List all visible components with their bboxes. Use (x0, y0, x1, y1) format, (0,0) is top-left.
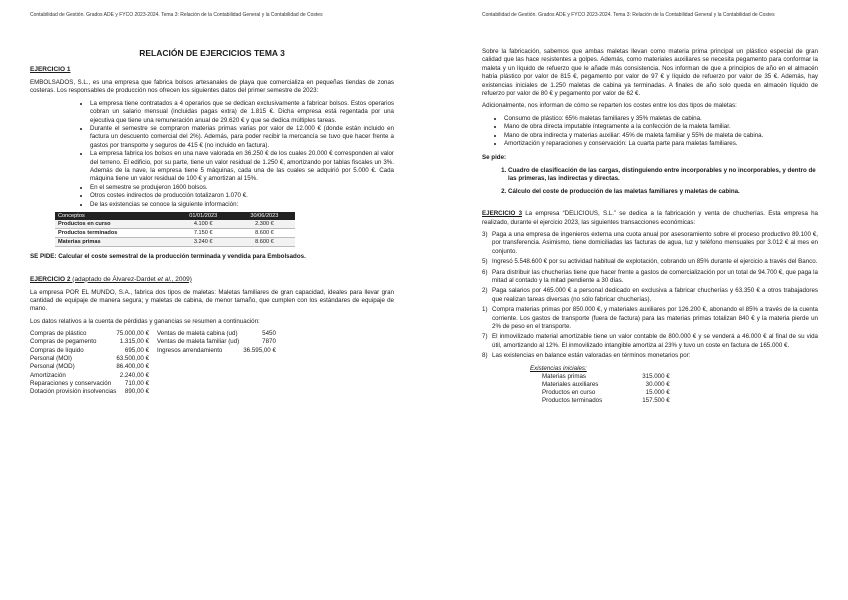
table-header: 30/06/2023 (234, 212, 295, 220)
table-cell: Productos en curso (542, 389, 596, 397)
table-cell: Compras de líquido (30, 346, 84, 354)
inventory-table (55, 212, 295, 247)
pnl-table (30, 330, 276, 396)
manufacturing-paragraph: Sobre la fabricación, sabemos que ambas maletas llevan como materia prima principal un plástico especial de gran calidad que las hace resistentes a golpes. Además, como materiales auxiliares se necesita pegamento para conformar la maleta y un líquido de refuerzo que le añade más consistencia. Nos informan de que a principios de año en el almacén había plástico por valor de 815 €, pegamento por valor de 97 € y líquido de refuerzo por valor de 35 €. Además, hay existencias iniciales de 1.250 maletas de cabina ya terminadas. A finales de año solo queda en almacén líquido de refuerzo por valor de 80 € y pegamento por valor de 62 €. (482, 48, 818, 98)
list-item (482, 306, 818, 331)
list-item: • La empresa fabrica los bolsos en una nave valorada en 36.250 € de los cuales 20.000 € corresponden al valor del terreno. El edificio, por su parte, tiene un valor residual de 1.250 €, amortizando por tablas fiscales un 3%. Además de la nave, la empresa tiene 5 máquinas, cada una de las cuales se adquirió por 5.000 €. Cada máquina tiene un valor residual de 100 € y amortizan al 15%. (90, 150, 394, 184)
table-cell: 7.150 € (173, 229, 234, 238)
se-pide-label: Se pide: (482, 154, 507, 162)
table-cell: Compras de pegamento (30, 338, 97, 346)
list-item (482, 258, 818, 266)
table-cell: 2.300 € (234, 220, 295, 229)
item-text: Ingresó 5.548.600 € por su actividad habitual de explotación, cobrando un 85% durante el ejercicio a través del Banco. (492, 258, 818, 266)
table-cell (155, 372, 239, 380)
table-cell (155, 355, 239, 363)
page-right (424, 0, 848, 600)
table-cell: 5450 (262, 330, 276, 338)
table-cell (239, 380, 276, 388)
table-cell: Ventas de maleta familiar (ud) (157, 338, 240, 346)
exercise-3-heading: EJERCICIO 3 (482, 210, 523, 218)
item-text: Para distribuir las chucherías tiene que hacer frente a gastos de comercialización por un total de 94.700 €, que paga la mitad al contado y la mitad pendiente a 30 días. (492, 268, 818, 284)
exercise-1-intro: EMBOLSADOS, S.L., es una empresa que fabrica bolsos artesanales de playa que comercializa en pequeñas tiendas de zonas costeras. Los responsables de producción nos ofrecen los siguientes datos del primer semestre de 2023: (30, 79, 394, 95)
table-cell: 695,00 € (124, 346, 150, 354)
exercise-1-question: SE PIDE: Calcular el coste semestral de la producción terminada y vendida para Embolsados. (30, 253, 306, 261)
table-row (55, 229, 295, 238)
item-number: 1) (482, 306, 488, 314)
exercise-3-list (482, 231, 818, 361)
item-text: Paga salarios por 465.000 € a personal dedicado en exclusiva a fabricar chucherías y 63.350 € a otros trabajadores que realizan tareas diversas (no sólo fabricar chucherías). (492, 287, 818, 303)
table-cell: Materiales auxiliares (542, 380, 599, 388)
exercise-2-source: (adaptado de Álvarez-Dardet (70, 275, 158, 283)
exercise-2-lead: Los datos relativos a la cuenta de pérdidas y ganancias se resumen a continuación: (30, 317, 260, 325)
table-row (55, 238, 295, 247)
table-cell: 63.500,00 € (116, 355, 150, 363)
list-item: 2. Cálculo del coste de producción de las maletas familiares y maletas de cabina. (508, 188, 818, 196)
list-item: • De las existencias se conoce la siguiente información: (90, 201, 394, 209)
page-header: Contabilidad de Gestión. Grados ADE y FYCO 2023-2024. Tema 3: Relación de la Contabilidad General y la Contabilidad de Costes (482, 12, 775, 18)
table-cell: 710,00 € (124, 379, 150, 387)
table-cell: 7870 (262, 338, 276, 346)
table-cell: 75.000,00 € (116, 330, 150, 338)
list-item (482, 352, 818, 360)
table-cell (239, 372, 276, 380)
distribution-paragraph: Adicionalmente, nos informan de cómo se reparten los costes entre los dos tipos de maletas: (482, 102, 737, 110)
list-item (482, 287, 818, 304)
item-number: 2) (482, 287, 488, 295)
table-header: 01/01/2023 (173, 212, 234, 220)
item-number: 6) (482, 268, 488, 276)
table-cell: Dotación provisión insolvencias (30, 388, 117, 396)
table-row (30, 355, 276, 363)
list-item: • Otros costes indirectos de producción totalizaron 1.070 €. (90, 192, 394, 200)
exercise-1-bullets (30, 100, 394, 209)
table-row (30, 347, 276, 355)
table-cell (239, 355, 276, 363)
table-cell: Materias primas (542, 372, 587, 380)
page-title: RELACIÓN DE EJERCICIOS TEMA 3 (139, 48, 285, 58)
item-number: 5) (482, 258, 488, 266)
item-number: 7) (482, 333, 488, 341)
table-cell: 2.240,00 € (119, 371, 150, 379)
table-cell: Amortización (30, 371, 66, 379)
table-cell: 1.315,00 € (119, 338, 150, 346)
table-cell (155, 363, 239, 371)
table-row (30, 388, 276, 396)
table-cell (239, 388, 276, 396)
item-text: Compra materias primas por 850.000 €, y materiales auxiliares por 126.200 €, abonando el 85% a través de la cuenta corriente. Los gastos de transporte (fuera de factura) para las materias primas totalizan 840 € y la materia pierde un 2% de peso en el transporte. (492, 306, 818, 330)
list-item: • La empresa tiene contratados a 4 operarios que se dedican exclusivamente a fabricar bolsos. Estos operarios cobran un salario mensual (incluidas pagas extra) de 1.815 €. Dicha empresa está regentada por una ejecutiva que tiene una remuneración anual de 29.620 € y que se dedica múltiples tareas. (90, 100, 394, 125)
table-header: Conceptos (55, 212, 173, 220)
list-item (482, 269, 818, 286)
table-row (55, 220, 295, 229)
table-cell: 15.000 € (645, 389, 670, 397)
table-row (30, 330, 276, 338)
table-cell (155, 380, 239, 388)
table-cell: Ventas de maleta cabina (ud) (157, 330, 238, 338)
exercise-3-text: La empresa “DELICIOUS, S.L.” se dedica a la fabricación y venta de chucherías. Esta empresa ha realizado, durante el ejercicio 2023, las siguientes transacciones económicas: (482, 210, 818, 226)
table-cell: Reparaciones y conservación (30, 379, 112, 387)
list-item: • En el semestre se produjeron 1600 bolsos. (90, 184, 394, 192)
table-cell (239, 363, 276, 371)
list-item (482, 231, 818, 256)
table-row (542, 397, 670, 405)
table-cell: 4.100 € (173, 220, 234, 229)
exercise-2-intro: La empresa POR EL MUNDO, S.A., fabrica dos tipos de maletas: Maletas familiares de gran capacidad, ideales para llevar gran cantidad de equipaje de manera segura; y maletas de cabina, de menor tamaño, que cumplen con los estándares de equipaje de mano. (30, 288, 394, 313)
exercise-2-source-italic: et al. (157, 275, 172, 283)
table-cell: Ingresos arrendamiento (157, 346, 223, 354)
table-cell: 8.600 € (234, 229, 295, 238)
item-text: Paga a una empresa de ingenieros externa una cuota anual por asesoramiento sobre el proceso productivo 89.100 €, por transferencia. Asimismo, tiene domiciliadas las facturas de agua, luz y teléfono mensuales por 3.012 € al mes en conjunto. (492, 230, 818, 255)
table-row (542, 373, 670, 381)
exercise-3-intro (482, 210, 818, 227)
item-number: 8) (482, 352, 488, 360)
table-row (30, 380, 276, 388)
exercise-2-source-end: , 2009) (171, 275, 192, 283)
item-text: Las existencias en balance están valoradas en términos monetarios por: (492, 352, 691, 360)
list-item: • Consumo de plástico: 65% maletas familiares y 35% maletas de cabina. (504, 115, 818, 123)
list-item: • Amortización y reparaciones y conservación: La cuarta parte para maletas familiares. (504, 140, 818, 148)
table-cell: 890,00 € (124, 388, 150, 396)
list-item (482, 333, 818, 350)
table-row (30, 372, 276, 380)
table-cell: 86.400,00 € (116, 363, 150, 371)
table-cell: Productos terminados (542, 397, 603, 405)
table-cell: Productos terminados (55, 229, 173, 238)
initial-stock-table (542, 373, 670, 406)
list-item: • Durante el semestre se compraron materias primas varias por valor de 12.000 € (donde están incluido en factura un descuento comercial del 2%). Además, para poder recibir la mercancía se tuvo que hacer frente a gastos por transporte y seguros de 415 € (no incluido en factura). (90, 125, 394, 150)
exercise-2-label: EJERCICIO 2 (30, 275, 71, 283)
list-item: • Mano de obra directa imputable íntegramente a la confección de la maleta familiar. (504, 123, 818, 131)
item-number: 3) (482, 230, 488, 238)
table-row (542, 381, 670, 389)
table-cell: Personal (MOD) (30, 363, 75, 371)
table-cell: 157.500 € (642, 397, 670, 405)
table-cell: Materias primas (55, 238, 173, 247)
table-cell: Personal (MOI) (30, 355, 72, 363)
cost-split-bullets (482, 115, 818, 149)
table-cell: 315.000 € (642, 372, 670, 380)
table-row (30, 338, 276, 346)
table-cell: 3.240 € (173, 238, 234, 247)
table-cell: 8.600 € (234, 238, 295, 247)
table-cell: 30.000 € (645, 380, 670, 388)
item-text: El inmovilizado material amortizable tiene un valor contable de 800.000 € y se venderá a 46.000 € al final de su vida útil, amortizando al 12%. El inmovilizado intangible amortiza al 23% y tuvo un coste en factura de 165.000 €. (492, 333, 818, 349)
initial-stock-heading: Existencias iniciales: (530, 364, 587, 372)
table-cell: Productos en curso (55, 220, 173, 229)
table-row (542, 389, 670, 397)
exercise-1-heading: EJERCICIO 1 (30, 66, 71, 73)
page-header: Contabilidad de Gestión. Grados ADE y FYCO 2023-2024. Tema 3: Relación de la Contabilidad General y la Contabilidad de Costes (30, 12, 323, 18)
exercise-2-heading (30, 276, 394, 283)
list-item: • Mano de obra indirecta y materias auxiliar: 45% de maleta familiar y 55% de maleta de cabina. (504, 132, 818, 140)
list-item: 1. Cuadro de clasificación de las cargas, distinguiendo entre incorporables y no incorporables, y dentro de las primeras, las indirectas y directas. (508, 167, 818, 184)
table-cell: 36.595,00 € (243, 346, 276, 354)
table-row (30, 363, 276, 371)
table-cell: Compras de plástico (30, 330, 87, 338)
questions-list (482, 167, 818, 196)
table-cell (155, 388, 239, 396)
